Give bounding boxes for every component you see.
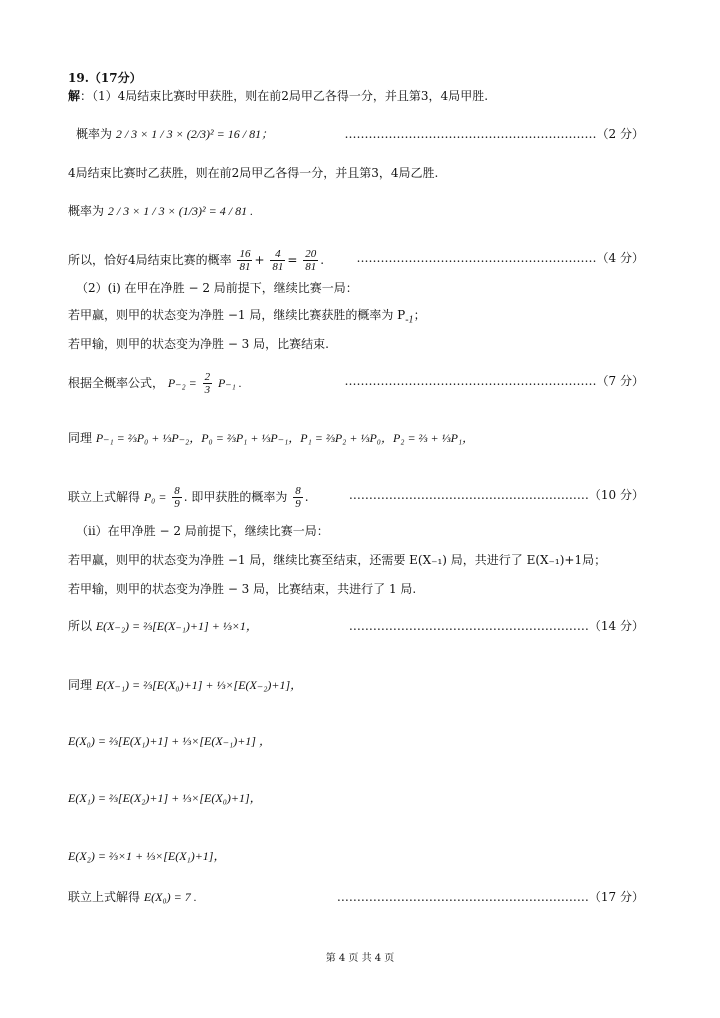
text: 联立上式解得 bbox=[68, 490, 141, 504]
fraction: $\frac{8}{9}$ bbox=[295, 485, 301, 510]
solution-line-17 bbox=[68, 733, 271, 749]
solution-line-8: 若甲输，则甲的状态变为净胜 − 3 局，比赛结束. bbox=[68, 337, 329, 351]
solution-line-13: 若甲赢，则甲的状态变为净胜 −1 局，继续比赛至结束，还需要 E(X₋₁) 局，共进行了 E(X₋₁)+1局； bbox=[68, 553, 607, 567]
math-expression: 2 / 3 × 1 / 3 × (2/3)² = 16 / 81； bbox=[115, 127, 274, 141]
math-expression: E(X₋₁) = ⅔[E(X₀)+1] + ⅓×[E(X₋₂)+1]， bbox=[95, 678, 303, 692]
math-expression: P₋₁ = ⅔P₀ + ⅓P₋₂，P₀ = ⅔P₁ + ⅓P₋₁，P₁ = ⅔P₂ + ⅓P₀，P₂ = ⅔ + ⅓P₁， bbox=[95, 431, 475, 445]
page-footer: 第 4 页 共 4 页 bbox=[325, 953, 395, 964]
fraction: $\frac{16}{81}$ bbox=[239, 248, 251, 273]
solution-line-20 bbox=[68, 889, 197, 905]
problem-heading: 19.（17分） bbox=[68, 71, 142, 85]
math-expression: E(X₀) = ⅔[E(X₁)+1] + ⅓×[E(X₋₁)+1] ， bbox=[68, 734, 271, 748]
solution-line-7: 若甲赢，则甲的状态变为净胜 −1 局，继续比赛获胜的概率为 $P_{-1}$； bbox=[68, 308, 426, 326]
text: ：（1）4局结束比赛时甲获胜，则在前2局甲乙各得一分，并且第3，4局甲胜. bbox=[80, 89, 489, 103]
score-17: ………………………………………………………（17 分） bbox=[336, 890, 644, 904]
fraction: $\frac{2}{3}$ bbox=[204, 371, 211, 396]
math-expression: E(X₁) = ⅔[E(X₂)+1] + ⅓×[E(X₀)+1]， bbox=[68, 791, 262, 805]
math-expression: P₋₂ = bbox=[167, 376, 197, 390]
text: 联立上式解得 bbox=[68, 890, 141, 904]
solution-line-11: 联立上式解得 P₀ = $\frac{8}{9}$ . 即甲获胜的概率为 $\frac{8}{9}$ . bbox=[68, 485, 309, 510]
score-2: ………………………………………………………（2 分） bbox=[344, 127, 644, 141]
score-10: ……………………………………………………（10 分） bbox=[348, 488, 644, 502]
math-expression: 2 / 3 × 1 / 3 × (1/3)² = 4 / 81 . bbox=[107, 204, 254, 218]
text: . 即甲获胜的概率为 bbox=[183, 490, 288, 504]
solution-line-19 bbox=[68, 848, 225, 864]
text: 概率为 bbox=[68, 204, 105, 218]
solution-label: 解 bbox=[68, 89, 81, 103]
text: 若甲赢，则甲的状态变为净胜 −1 局，继续比赛获胜的概率为 P bbox=[68, 308, 406, 322]
solution-line-3: 4局结束比赛时乙获胜，则在前2局甲乙各得一分，并且第3，4局乙胜. bbox=[68, 166, 439, 180]
solution-line-9 bbox=[68, 371, 242, 396]
math-expression: E(X₂) = ⅔×1 + ⅓×[E(X₁)+1]， bbox=[68, 849, 226, 863]
solution-line-6: （2）(i) 在甲在净胜 − 2 局前提下，继续比赛一局： bbox=[76, 281, 358, 295]
math-expression: E(X₀) = 7 . bbox=[143, 890, 197, 904]
text: 根据全概率公式， bbox=[68, 376, 165, 390]
fraction: $\frac{20}{81}$ bbox=[305, 248, 317, 273]
solution-line-10 bbox=[68, 430, 474, 446]
solution-line-14: 若甲输，则甲的状态变为净胜 − 3 局，比赛结束，共进行了 1 局. bbox=[68, 582, 417, 596]
text: 同理 bbox=[68, 678, 93, 692]
score-4: ……………………………………………………（4 分） bbox=[356, 251, 644, 265]
math-expression: E(X₋₂) = ⅔[E(X₋₁)+1] + ⅓×1， bbox=[95, 619, 258, 633]
text: 同理 bbox=[68, 431, 93, 445]
solution-line-2 bbox=[76, 126, 273, 142]
text: 所以，恰好4局结束比赛的概率 bbox=[68, 253, 232, 267]
solution-line-5: 所以，恰好4局结束比赛的概率 $\frac{16}{81}$ + $\frac{4}{81}$ = $\frac{20}{81}$ . bbox=[68, 248, 325, 273]
fraction: $\frac{4}{81}$ bbox=[272, 248, 284, 273]
math-expression: P₋₁ . bbox=[217, 376, 242, 390]
solution-line-4 bbox=[68, 203, 253, 219]
math-expression: P₀ = bbox=[143, 490, 167, 504]
solution-line-18 bbox=[68, 790, 262, 806]
text: 概率为 bbox=[76, 127, 113, 141]
solution-line-1 bbox=[68, 88, 488, 104]
fraction: $\frac{8}{9}$ bbox=[174, 485, 180, 510]
solution-line-15 bbox=[68, 618, 258, 634]
score-14: ……………………………………………………（14 分） bbox=[348, 619, 644, 633]
text: ； bbox=[413, 308, 426, 322]
text: 所以 bbox=[68, 619, 93, 633]
score-7: ………………………………………………………（7 分） bbox=[344, 374, 644, 388]
solution-line-12: （ii）在甲净胜 − 2 局前提下，继续比赛一局： bbox=[76, 524, 329, 538]
solution-line-16 bbox=[68, 677, 302, 693]
